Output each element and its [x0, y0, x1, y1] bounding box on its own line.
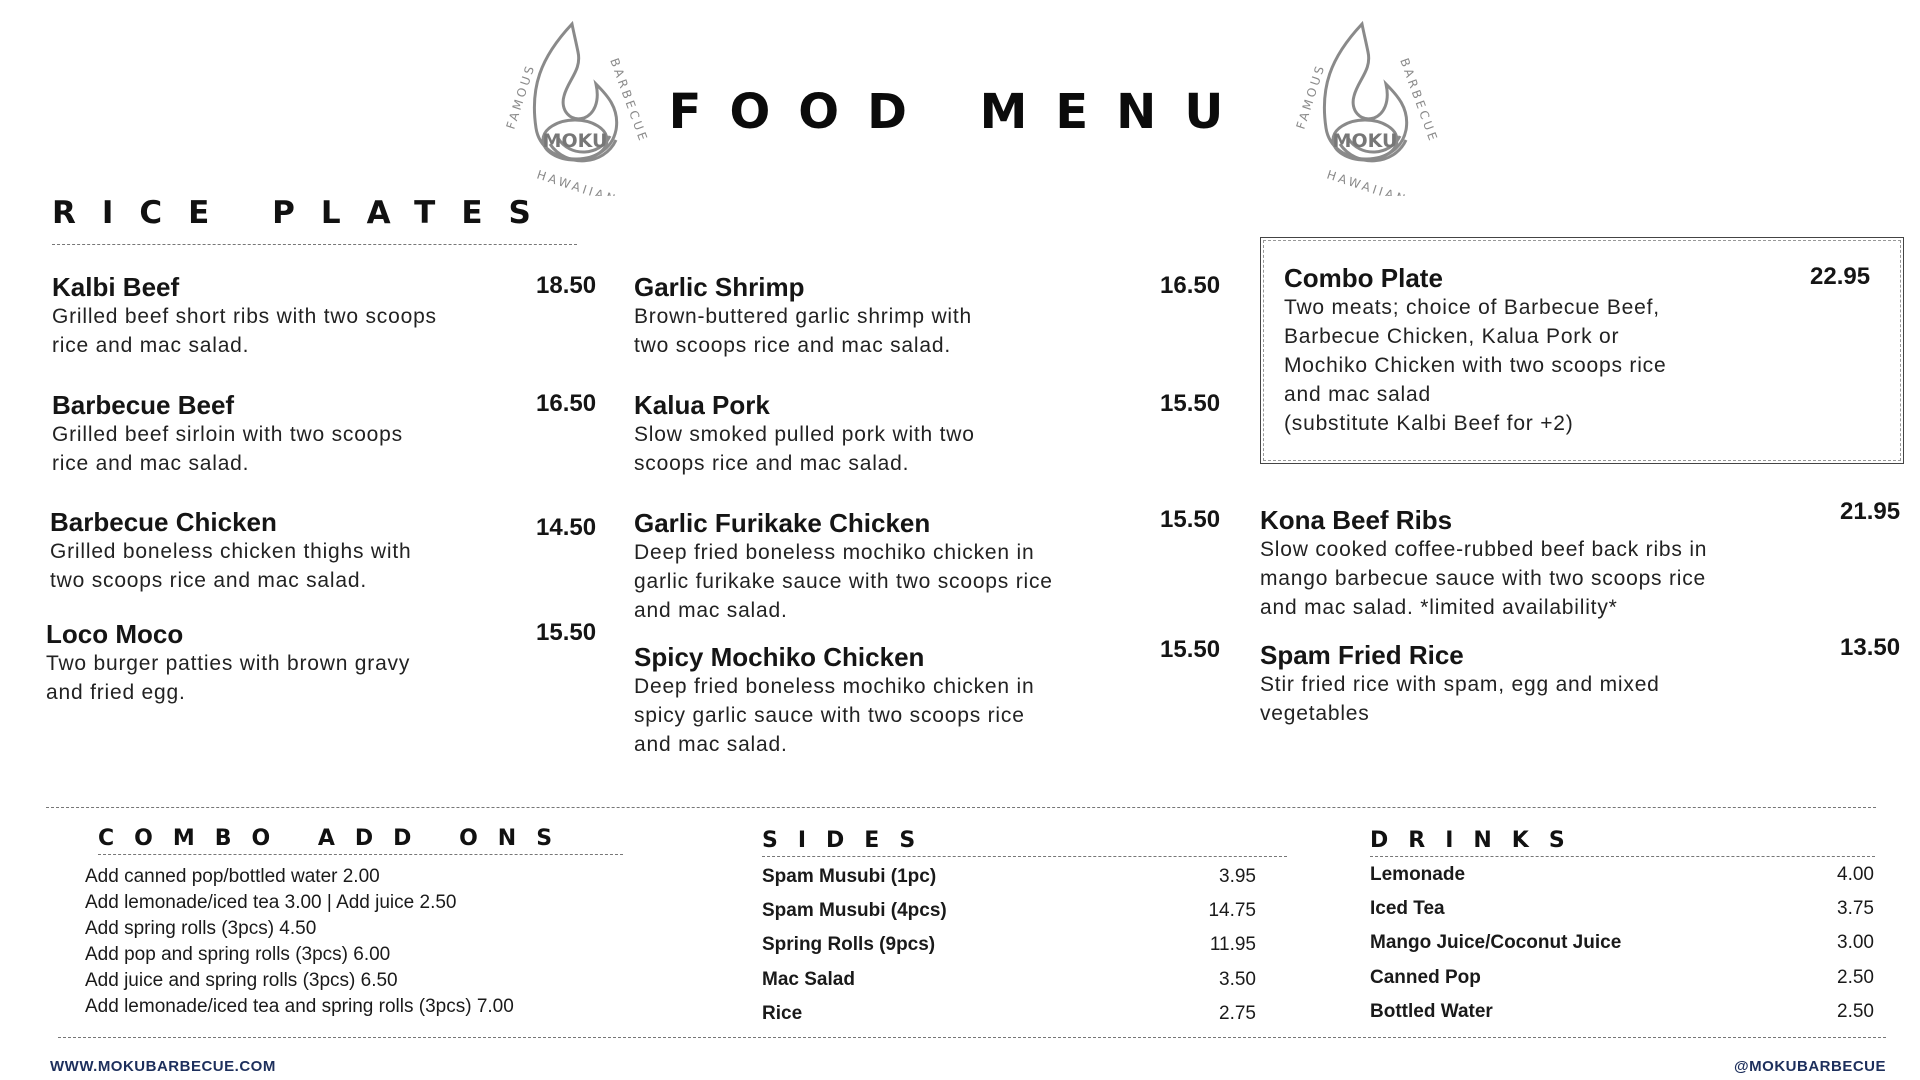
- logo-bottom-text: HAWAIIAN: [535, 167, 620, 196]
- row-price: 4.00: [1837, 864, 1874, 885]
- item-price: 14.50: [536, 514, 597, 541]
- table-row: [762, 1003, 1256, 1025]
- addons-heading: COMBO ADD ONS: [98, 826, 573, 851]
- list-item: Add canned pop/bottled water 2.00: [85, 866, 380, 887]
- table-row: [762, 900, 1256, 922]
- row-price: 14.75: [1208, 900, 1256, 921]
- row-price: 3.75: [1837, 898, 1874, 919]
- addons-divider: [98, 854, 623, 855]
- item-desc: Mochiko Chicken with two scoops rice: [1284, 354, 1667, 377]
- item-price: 16.50: [536, 390, 597, 417]
- logo-top-text: FAMOUS: [1293, 61, 1328, 131]
- item-desc: Grilled beef short ribs with two scoops: [52, 305, 437, 328]
- item-desc: and fried egg.: [46, 681, 186, 704]
- item-desc: Deep fried boneless mochiko chicken in: [634, 541, 1035, 564]
- row-price: 2.75: [1219, 1003, 1256, 1024]
- item-price: 16.50: [1160, 272, 1221, 299]
- item-name: Barbecue Beef: [52, 390, 235, 420]
- item-name: Loco Moco: [46, 619, 184, 649]
- table-row: [1370, 864, 1874, 886]
- item-desc: Barbecue Chicken, Kalua Pork or: [1284, 325, 1620, 348]
- item-desc: Slow smoked pulled pork with two: [634, 423, 975, 446]
- list-item: Add lemonade/iced tea 3.00 | Add juice 2.50: [85, 892, 457, 913]
- item-name: Combo Plate: [1284, 263, 1443, 293]
- table-row: [762, 934, 1256, 956]
- item-price: 22.95: [1810, 263, 1871, 290]
- item-price: 13.50: [1840, 634, 1901, 661]
- item-desc: Brown-buttered garlic shrimp with: [634, 305, 973, 328]
- logo-brand: MOKU: [542, 130, 608, 152]
- item-desc: garlic furikake sauce with two scoops rice: [634, 570, 1053, 593]
- item-price: 15.50: [536, 619, 597, 646]
- page-title: FOOD MENU: [668, 84, 1252, 140]
- menu-item: [634, 508, 1053, 625]
- row-name: Mango Juice/Coconut Juice: [1370, 932, 1622, 953]
- item-desc: Slow cooked coffee-rubbed beef back ribs in: [1260, 538, 1708, 561]
- list-item: Add spring rolls (3pcs) 4.50: [85, 918, 317, 939]
- addons-list: [85, 864, 514, 1020]
- sides-list: [762, 866, 1256, 1038]
- item-desc: Stir fried rice with spam, egg and mixed: [1260, 673, 1660, 696]
- drinks-divider: [1370, 856, 1875, 857]
- item-desc: Deep fried boneless mochiko chicken in: [634, 675, 1035, 698]
- logo-brand: MOKU: [1332, 130, 1398, 152]
- logo-bottom-text: HAWAIIAN: [1325, 167, 1410, 196]
- item-desc: rice and mac salad.: [52, 452, 250, 475]
- item-desc: and mac salad.: [634, 599, 788, 622]
- item-desc: vegetables: [1260, 702, 1370, 725]
- row-price: 3.00: [1837, 932, 1874, 953]
- rice-plates-divider: [52, 244, 577, 245]
- section-divider: [46, 807, 1876, 808]
- website-link[interactable]: WWW.MOKUBARBECUE.COM: [50, 1058, 276, 1075]
- item-price: 18.50: [536, 272, 597, 299]
- list-item: Add lemonade/iced tea and spring rolls (3pcs) 7.00: [85, 996, 514, 1017]
- table-row: [762, 866, 1256, 888]
- item-price: 15.50: [1160, 506, 1221, 533]
- menu-item: [634, 642, 1034, 759]
- menu-item: [1260, 505, 1707, 622]
- menu-item: [634, 390, 975, 478]
- logo-right-text: BARBECUE: [1397, 56, 1440, 145]
- item-desc: two scoops rice and mac salad.: [50, 569, 367, 592]
- row-name: Spring Rolls (9pcs): [762, 934, 936, 955]
- menu-item: [634, 272, 972, 360]
- row-price: 3.50: [1219, 969, 1256, 990]
- menu-item: [52, 272, 437, 360]
- list-item: Add pop and spring rolls (3pcs) 6.00: [85, 944, 391, 965]
- item-name: Garlic Shrimp: [634, 272, 805, 302]
- logo-right-text: BARBECUE: [607, 56, 650, 145]
- item-desc: Grilled boneless chicken thighs with: [50, 540, 412, 563]
- combo-plate: [1284, 263, 1666, 438]
- row-price: 11.95: [1209, 934, 1256, 955]
- drinks-heading: DRINKS: [1370, 828, 1585, 853]
- item-desc: Grilled beef sirloin with two scoops: [52, 423, 403, 446]
- sides-divider: [762, 856, 1287, 857]
- row-name: Spam Musubi (1pc): [762, 866, 937, 887]
- item-price: 21.95: [1840, 498, 1901, 525]
- row-price: 3.95: [1219, 866, 1256, 887]
- logo-right: [1290, 18, 1440, 196]
- item-desc: and mac salad: [1284, 383, 1431, 406]
- table-row: [1370, 1001, 1874, 1023]
- social-handle[interactable]: @MOKUBARBECUE: [1734, 1058, 1886, 1075]
- item-name: Spicy Mochiko Chicken: [634, 642, 925, 672]
- item-price: 15.50: [1160, 390, 1221, 417]
- item-desc: scoops rice and mac salad.: [634, 452, 910, 475]
- row-name: Spam Musubi (4pcs): [762, 900, 947, 921]
- item-name: Barbecue Chicken: [50, 507, 277, 537]
- logo-top-text: FAMOUS: [503, 61, 538, 131]
- menu-item: [50, 507, 411, 595]
- row-price: 2.50: [1837, 967, 1874, 988]
- footer-divider: [58, 1037, 1886, 1038]
- item-name: Kalbi Beef: [52, 272, 180, 302]
- item-desc: Two meats; choice of Barbecue Beef,: [1284, 296, 1660, 319]
- menu-item: [52, 390, 403, 478]
- table-row: [1370, 967, 1874, 989]
- row-name: Lemonade: [1370, 864, 1466, 885]
- table-row: [1370, 932, 1874, 954]
- item-desc: (substitute Kalbi Beef for +2): [1284, 412, 1574, 435]
- item-name: Kona Beef Ribs: [1260, 505, 1453, 535]
- item-desc: Two burger patties with brown gravy: [46, 652, 411, 675]
- item-name: Garlic Furikake Chicken: [634, 508, 931, 538]
- row-name: Bottled Water: [1370, 1001, 1493, 1022]
- table-row: [1370, 898, 1874, 920]
- drinks-list: [1370, 864, 1874, 1036]
- item-desc: two scoops rice and mac salad.: [634, 334, 951, 357]
- item-price: 15.50: [1160, 636, 1221, 663]
- menu-item: [46, 619, 410, 707]
- item-name: Spam Fried Rice: [1260, 640, 1464, 670]
- row-name: Iced Tea: [1370, 898, 1445, 919]
- row-price: 2.50: [1837, 1001, 1874, 1022]
- row-name: Canned Pop: [1370, 967, 1481, 988]
- item-desc: and mac salad. *limited availability*: [1260, 596, 1618, 619]
- item-desc: rice and mac salad.: [52, 334, 250, 357]
- sides-heading: SIDES: [762, 828, 936, 853]
- item-desc: and mac salad.: [634, 733, 788, 756]
- item-desc: mango barbecue sauce with two scoops rice: [1260, 567, 1707, 590]
- row-name: Mac Salad: [762, 969, 855, 990]
- list-item: Add juice and spring rolls (3pcs) 6.50: [85, 970, 398, 991]
- rice-plates-heading: RICE PLATES: [52, 195, 557, 231]
- item-name: Kalua Pork: [634, 390, 770, 420]
- menu-item: [1260, 640, 1660, 728]
- row-name: Rice: [762, 1003, 803, 1024]
- item-desc: spicy garlic sauce with two scoops rice: [634, 704, 1025, 727]
- table-row: [762, 969, 1256, 991]
